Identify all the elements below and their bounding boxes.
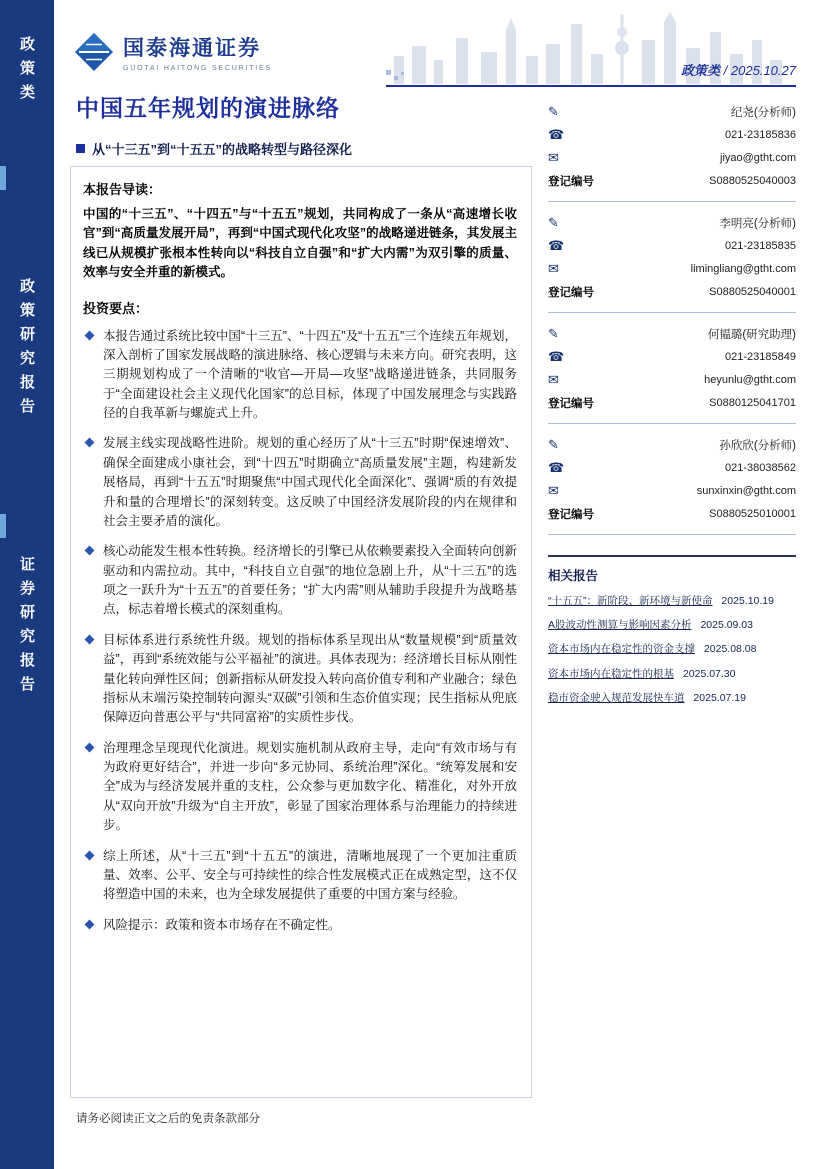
report-category: 政策类 xyxy=(681,63,721,78)
related-report-title[interactable]: “十五五”：新阶段、新环境与新使命 xyxy=(548,595,713,607)
bullet-diamond-icon xyxy=(85,919,95,929)
analyst-card xyxy=(548,215,796,313)
bullet-text: 发展主线实现战略性进阶。规划的重心经历了从“十三五”时期“保速增效”、确保全面建成小康社会，到“十四五”时期确立“高质量发展”主题，构建新发展格局，再到“十五五”时期聚焦“中国式现代化全面深化”、强调“质的有效提升和量的合理增长”的深刻转变。这反映了中国经济发展阶段的内在规律和社会主要矛盾的演化。 xyxy=(103,436,517,528)
bullet-text: 目标体系进行系统性升级。规划的指标体系呈现出从“数量规模”到“质量效益”，再到“系统效能与公平福祉”的演进。具体表现为：经济增长目标从刚性量化转向弹性区间；创新指标从研发投入转向高价值专利和产业融合；绿色指标从末端污染控制转向源头“双碳”引领和生态价值实现；民生指标从兜底保障迈向普惠公平与“共同富裕”的实质性步伐。 xyxy=(103,632,517,725)
analyst-phone: 021-38038562 xyxy=(725,462,796,474)
analyst-phone-row xyxy=(548,349,796,365)
related-report-item[interactable] xyxy=(548,594,796,609)
mail-icon: ✉ xyxy=(548,150,559,165)
pen-icon: ✎ xyxy=(548,326,559,341)
brand-name: 国泰海通证券 xyxy=(123,37,261,60)
bullet-text: 核心动能发生根本性转换。经济增长的引擎已从依赖要素投入全面转向创新驱动和内需拉动。其中，“科技自立自强”的地位急剧上升，从“十三五”的选项之一跃升为“十五五”的首要任务；“扩大内需”则从辅助手段提升为战略基点，标志着增长模式的深刻重构。 xyxy=(103,544,517,617)
related-report-item[interactable] xyxy=(548,618,796,633)
mail-icon: ✉ xyxy=(548,372,559,387)
related-report-date: 2025.08.08 xyxy=(703,643,757,656)
reg-number: S0880525010001 xyxy=(709,508,796,520)
related-report-date: 2025.07.19 xyxy=(693,691,746,704)
analyst-phone-row xyxy=(548,460,796,476)
related-report-item[interactable] xyxy=(548,642,796,657)
reg-number: S0880525040001 xyxy=(709,286,796,298)
brand-diamond-icon xyxy=(74,32,114,72)
pen-icon: ✎ xyxy=(548,215,559,230)
brand-logo xyxy=(74,32,272,72)
bullet-diamond-icon xyxy=(85,330,95,340)
report-guide-label: 本报告导读： xyxy=(83,182,162,197)
reg-number: S0880125041701 xyxy=(709,397,796,409)
analyst-phone-row xyxy=(548,127,796,143)
analyst-name: 李明亮(分析师) xyxy=(719,218,796,230)
analyst-reg-row xyxy=(548,395,796,411)
analyst-email[interactable]: heyunlu@gtht.com xyxy=(704,374,796,386)
analyst-card xyxy=(548,104,796,202)
analyst-email[interactable]: limingliang@gtht.com xyxy=(690,263,796,275)
related-report-title[interactable]: 稳市资金驶入规范发展快车道 xyxy=(548,691,685,704)
analyst-name: 孙欣欣(分析师) xyxy=(719,440,796,452)
related-report-title[interactable]: 资本市场内在稳定性的资金支撑 xyxy=(548,643,695,656)
key-points-label: 投资要点： xyxy=(83,300,149,316)
analyst-name: 何韫璐(研究助理) xyxy=(707,329,796,341)
related-report-title[interactable]: A股波动性测算与影响因素分析 xyxy=(548,619,692,632)
subtitle-row xyxy=(76,139,352,158)
analyst-email[interactable]: jiyao@gtht.com xyxy=(720,152,796,164)
analyst-name-row xyxy=(548,215,796,231)
meta-separator: / xyxy=(723,63,728,78)
analyst-email-row xyxy=(548,261,796,277)
analyst-phone: 021-23185849 xyxy=(725,351,796,363)
analyst-card xyxy=(548,326,796,424)
report-guide-text: 中国的“十三五”、“十四五”与“十五五”规划，共同构成了一条从“高速增长收官”到“高质量发展开局”，再到“中国式现代化攻坚”的战略递进链条，其发展主线已从规模扩张根本性转向以“科技自立自强”和“扩大内需”为双引擎的质量、效率与安全并重的新模式。 xyxy=(83,207,517,280)
bullet-diamond-icon xyxy=(85,438,95,448)
reg-label: 登记编号 xyxy=(548,176,594,188)
phone-icon: ☎ xyxy=(548,127,565,142)
mail-icon: ✉ xyxy=(548,261,559,276)
analyst-email[interactable]: sunxinxin@gtht.com xyxy=(696,485,796,497)
bullet-diamond-icon xyxy=(85,634,95,644)
page-title: 中国五年规划的演进脉络 xyxy=(76,95,340,122)
abstract-box xyxy=(70,166,532,1098)
subtitle-text: 从“十三五”到“十五五”的战略转型与路径深化 xyxy=(92,142,353,157)
analyst-reg-row xyxy=(548,284,796,300)
analyst-reg-row xyxy=(548,173,796,189)
related-reports xyxy=(548,555,796,706)
reg-label: 登记编号 xyxy=(548,287,594,299)
reg-number: S0880525040003 xyxy=(709,175,796,187)
sidebar-label-category: 政策类 xyxy=(18,36,35,108)
bullet-diamond-icon xyxy=(85,742,95,752)
analyst-email-row xyxy=(548,483,796,499)
analyst-email-row xyxy=(548,372,796,388)
sidebar-divider-tick xyxy=(0,514,6,538)
key-points-list xyxy=(83,327,517,936)
related-report-date: 2025.09.03 xyxy=(700,619,753,632)
related-report-item[interactable] xyxy=(548,667,796,682)
sidebar-label-securities-research: 证券研究报告 xyxy=(18,556,35,700)
related-report-date: 2025.10.19 xyxy=(721,595,774,607)
analyst-name: 纪尧(分析师) xyxy=(730,107,796,119)
disclaimer-note: 请务必阅读正文之后的免责条款部分 xyxy=(76,1113,260,1125)
analyst-phone: 021-23185836 xyxy=(725,129,796,141)
list-item xyxy=(83,916,517,935)
header-meta xyxy=(386,60,796,79)
related-report-date: 2025.07.30 xyxy=(682,667,736,680)
analyst-phone-row xyxy=(548,238,796,254)
analyst-name-row xyxy=(548,104,796,120)
related-report-item[interactable] xyxy=(548,691,796,706)
analyst-reg-row xyxy=(548,506,796,522)
right-column xyxy=(548,104,796,715)
sidebar-label-policy-research: 政策研究报告 xyxy=(18,278,35,422)
analyst-phone: 021-23185835 xyxy=(725,240,796,252)
bullet-text: 治理理念呈现现代化演进。规划实施机制从政府主导，走向“有效市场与有为政府更好结合”，并进一步向“多元协同、系统治理”深化。“统筹发展和安全”成为与经济发展并重的支柱，公众参与更加数字化、精准化，对外开放从“双向开放”升级为“自主开放”，彰显了国家治理体系与治理能力的持续进步。 xyxy=(103,740,517,833)
phone-icon: ☎ xyxy=(548,238,565,253)
analyst-email-row xyxy=(548,150,796,166)
sidebar xyxy=(0,0,54,1169)
reg-label: 登记编号 xyxy=(548,398,594,410)
mail-icon: ✉ xyxy=(548,483,559,498)
brand-name-en: GUOTAI HAITONG SECURITIES xyxy=(123,65,272,72)
sidebar-divider-tick xyxy=(0,166,6,190)
bullet-text: 风险提示：政策和资本市场存在不确定性。 xyxy=(103,917,341,932)
analyst-name-row xyxy=(548,326,796,342)
list-item xyxy=(83,847,517,905)
phone-icon: ☎ xyxy=(548,460,565,475)
list-item xyxy=(83,434,517,531)
related-reports-heading: 相关报告 xyxy=(548,569,599,583)
list-item xyxy=(83,739,517,836)
analyst-card xyxy=(548,437,796,535)
reg-label: 登记编号 xyxy=(548,509,594,521)
list-item xyxy=(83,327,517,424)
list-item xyxy=(83,542,517,620)
analyst-name-row xyxy=(548,437,796,453)
related-report-title[interactable]: 资本市场内在稳定性的根基 xyxy=(548,667,674,680)
square-bullet-icon xyxy=(76,144,85,153)
pen-icon: ✎ xyxy=(548,437,559,452)
list-item xyxy=(83,631,517,728)
phone-icon: ☎ xyxy=(548,349,565,364)
bullet-diamond-icon xyxy=(85,546,95,556)
report-date: 2025.10.27 xyxy=(730,63,796,78)
header-rule xyxy=(386,85,796,87)
pen-icon: ✎ xyxy=(548,104,559,119)
bullet-text: 综上所述，从“十三五”到“十五五”的演进，清晰地展现了一个更加注重质量、效率、公平、安全与可持续性的综合性发展模式正在成熟定型，这不仅将塑造中国的未来，也为全球发展提供了重要的中国方案与经验。 xyxy=(103,848,517,902)
bullet-text: 本报告通过系统比较中国“十三五”、“十四五”及“十五五”三个连续五年规划，深入剖析了国家发展战略的演进脉络、核心逻辑与未来方向。研究表明，这三期规划构成了一个清晰的“收官—开局—攻坚”战略递进链条，共同服务于“全面建设社会主义现代化国家”的总目标，体现了中国发展理念与实践路径的自我革新与螺旋式上升。 xyxy=(103,328,517,420)
bullet-diamond-icon xyxy=(85,850,95,860)
